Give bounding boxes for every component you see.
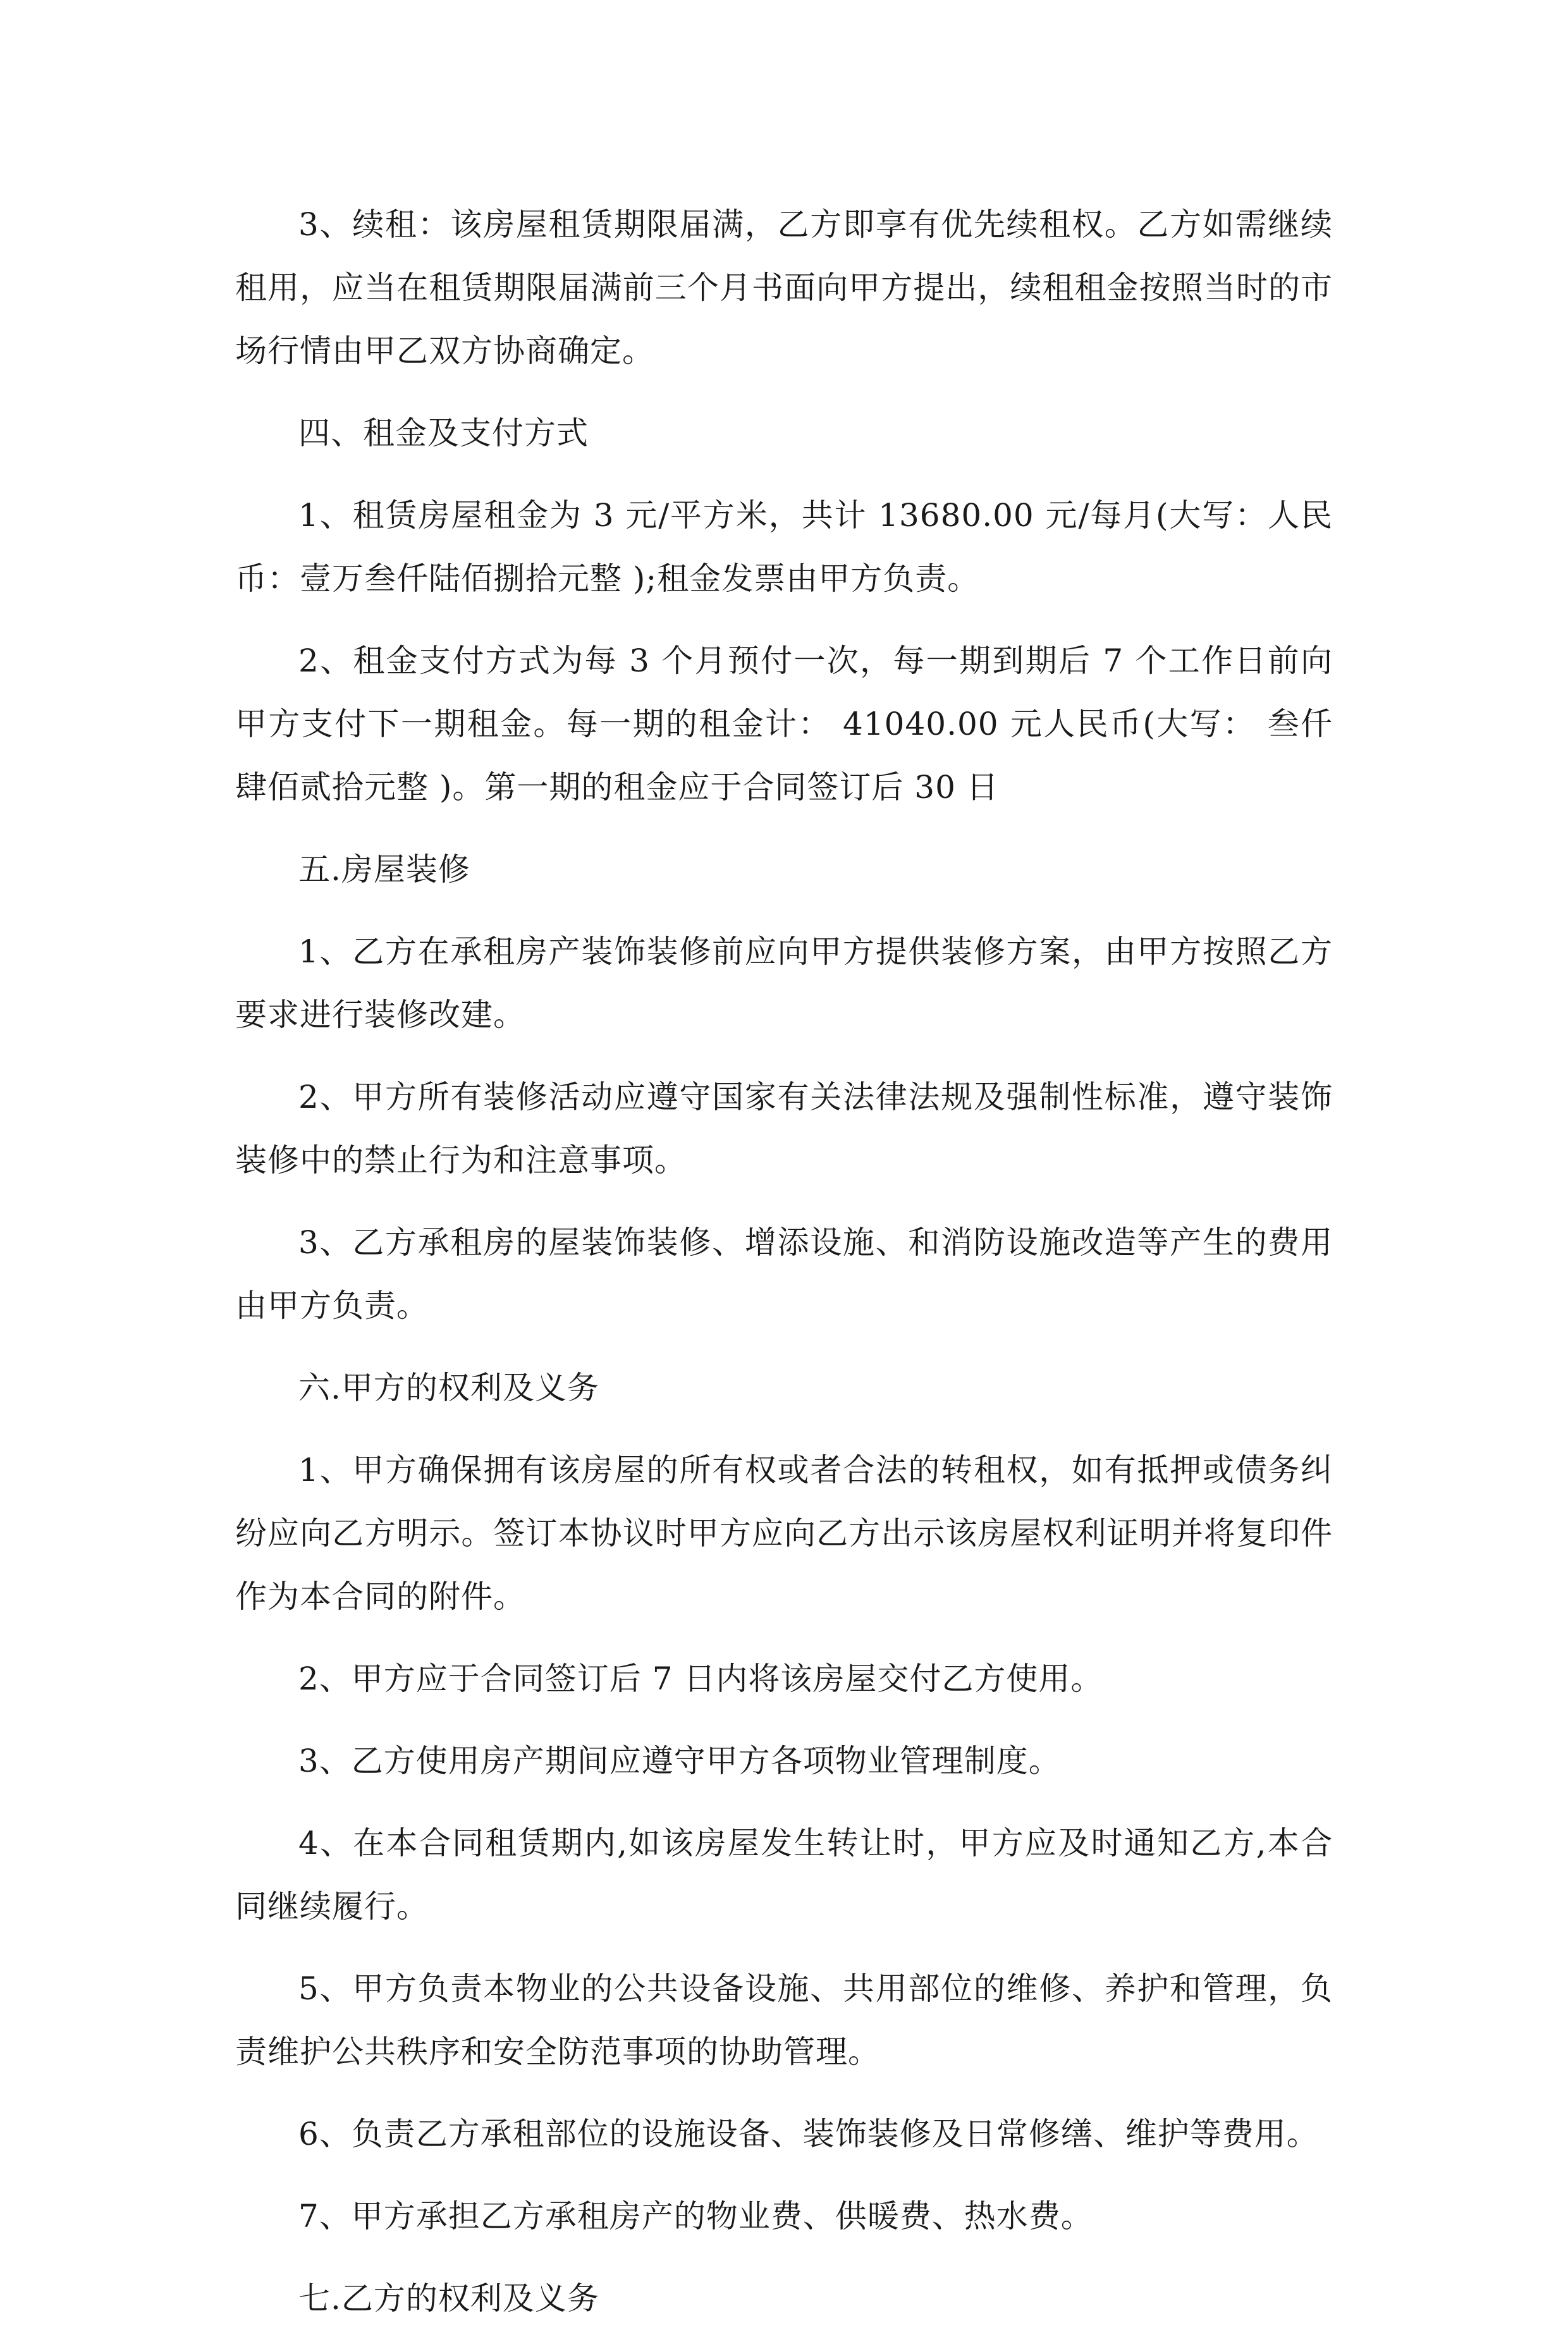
- clause-rent-amount: 1、租赁房屋租金为 3 元/平方米，共计 13680.00 元/每月(大写：人民币：壹万叁仟陆佰捌拾元整 );租金发票由甲方负责。: [235, 497, 1333, 597]
- section-heading-rent: 四、租金及支付方式: [298, 415, 589, 451]
- clause-a-ownership: 1、甲方确保拥有该房屋的所有权或者合法的转租权，如有抵押或债务纠纷应向乙方明示。签订本协议时甲方应向乙方出示该房屋权利证明并将复印件作为本合同的附件。: [235, 1452, 1333, 1615]
- clause-a-delivery: 2、甲方应于合同签订后 7 日内将该房屋交付乙方使用。: [298, 1660, 1103, 1697]
- clause-a-utility-fees: 7、甲方承担乙方承租房产的物业费、供暖费、热水费。: [298, 2198, 1093, 2235]
- clause-a-transfer: 4、在本合同租赁期内,如该房屋发生转让时，甲方应及时通知乙方,本合同继续履行。: [235, 1825, 1333, 1925]
- clause-decoration-compliance: 2、甲方所有装修活动应遵守国家有关法律法规及强制性标准，遵守装饰装修中的禁止行为和注意事项。: [235, 1079, 1333, 1179]
- section-heading-party-a: 六.甲方的权利及义务: [298, 1370, 599, 1406]
- clause-decoration-plan: 1、乙方在承租房产装饰装修前应向甲方提供装修方案，由甲方按照乙方要求进行装修改建。: [235, 933, 1333, 1033]
- clause-a-repair-costs: 6、负责乙方承租部位的设施设备、装饰装修及日常修缮、维护等费用。: [298, 2116, 1319, 2152]
- clause-payment-method: 2、租金支付方式为每 3 个月预付一次，每一期到期后 7 个工作日前向甲方支付下一期租金。每一期的租金计： 41040.00 元人民币(大写： 叁仟肆佰贰拾元整 )。第一期的租金应于合同签订后 30 日: [235, 642, 1333, 806]
- clause-decoration-cost: 3、乙方承租房的屋装饰装修、增添设施、和消防设施改造等产生的费用由甲方负责。: [235, 1224, 1333, 1324]
- clause-renewal: 3、续租：该房屋租赁期限届满，乙方即享有优先续租权。乙方如需继续租用，应当在租赁期限届满前三个月书面向甲方提出，续租租金按照当时的市场行情由甲乙双方协商确定。: [235, 206, 1333, 369]
- clause-a-property-rules: 3、乙方使用房产期间应遵守甲方各项物业管理制度。: [298, 1743, 1061, 1779]
- document-body: [235, 193, 1333, 2349]
- section-heading-decoration: 五.房屋装修: [298, 851, 470, 888]
- clause-a-maintenance: 5、甲方负责本物业的公共设备设施、共用部位的维修、养护和管理，负责维护公共秩序和安全防范事项的协助管理。: [235, 1970, 1333, 2070]
- section-heading-party-b: 七.乙方的权利及义务: [298, 2280, 599, 2317]
